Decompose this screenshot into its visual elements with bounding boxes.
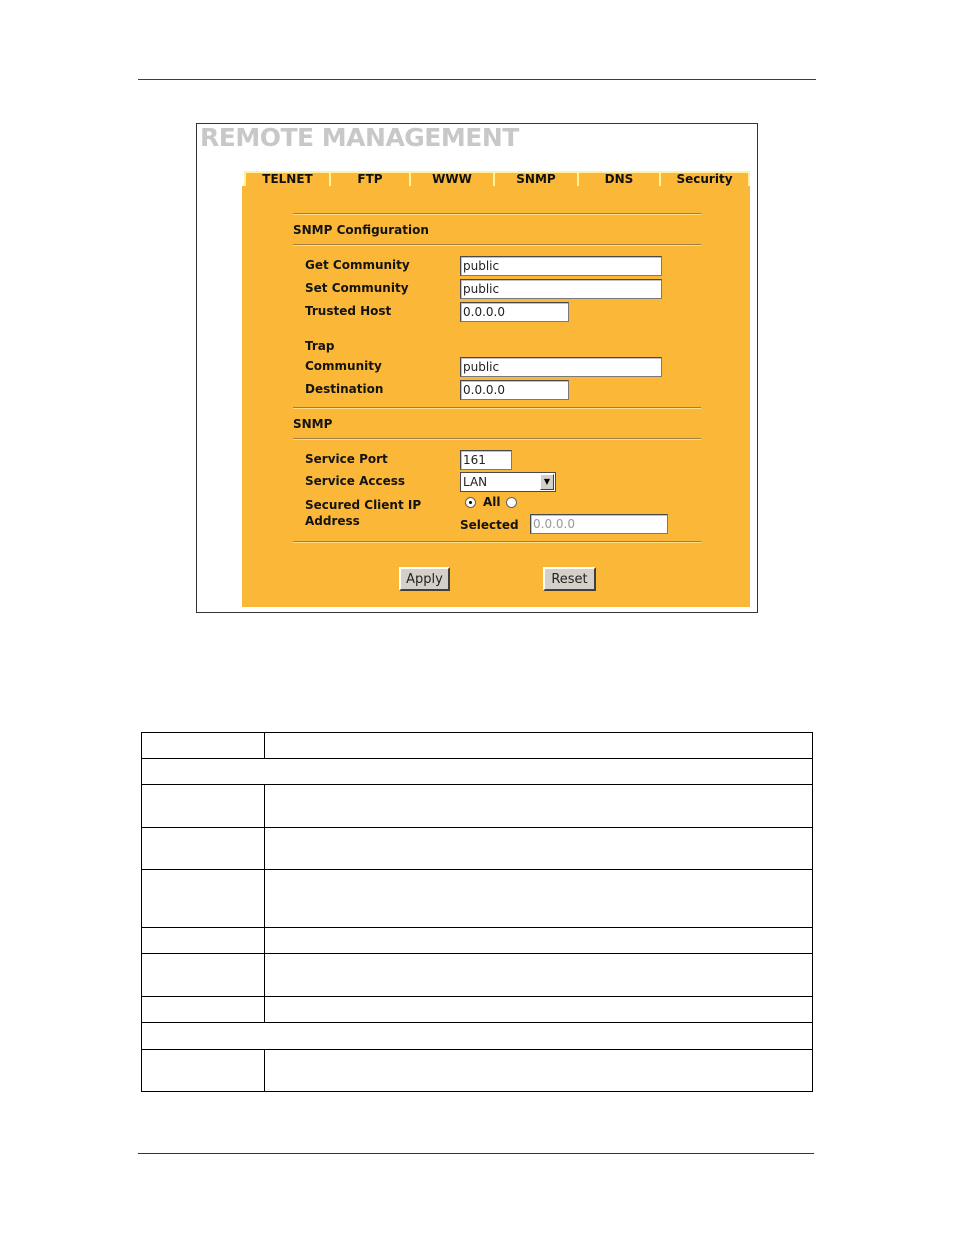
- reset-button[interactable]: Reset: [543, 567, 596, 591]
- all-radio[interactable]: [465, 497, 476, 508]
- page-title: REMOTE MANAGEMENT: [200, 123, 519, 152]
- tab-dns[interactable]: DNS: [579, 171, 661, 187]
- all-label: All: [483, 495, 501, 509]
- secured-client-ip-label: Secured Client IP: [305, 498, 422, 512]
- footer-rule: [138, 1153, 814, 1154]
- tab-security[interactable]: Security: [661, 171, 750, 187]
- set-community-label: Set Community: [305, 281, 409, 295]
- tab-bar: [244, 171, 750, 187]
- trap-community-input[interactable]: public: [460, 357, 662, 377]
- table-row: [142, 954, 813, 997]
- divider: [293, 213, 701, 215]
- selected-radio[interactable]: [506, 497, 517, 508]
- table-row: [142, 759, 813, 785]
- tab-www[interactable]: WWW: [411, 171, 495, 187]
- service-access-label: Service Access: [305, 474, 406, 488]
- table-row: [142, 828, 813, 870]
- tab-snmp[interactable]: SNMP: [495, 171, 579, 187]
- trap-destination-label: Destination: [305, 382, 384, 396]
- table-row: [142, 733, 813, 759]
- service-access-value: LAN: [463, 475, 488, 489]
- table-row: [142, 928, 813, 954]
- snmp-heading: SNMP: [293, 417, 333, 431]
- selected-ip-input[interactable]: 0.0.0.0: [530, 514, 668, 534]
- table-row: [142, 1023, 813, 1050]
- service-port-input[interactable]: 161: [460, 450, 512, 470]
- trap-community-label: Community: [305, 359, 382, 373]
- tab-telnet[interactable]: TELNET: [244, 171, 331, 187]
- apply-button[interactable]: Apply: [399, 567, 450, 591]
- remote-management-screenshot: [196, 123, 758, 613]
- table-row: [142, 785, 813, 828]
- set-community-input[interactable]: public: [460, 279, 662, 299]
- get-community-label: Get Community: [305, 258, 410, 272]
- description-table: [141, 732, 813, 1092]
- service-port-label: Service Port: [305, 452, 388, 466]
- divider: [293, 438, 701, 440]
- table-row: [142, 870, 813, 928]
- table-row: [142, 1050, 813, 1092]
- trusted-host-label: Trusted Host: [305, 304, 392, 318]
- tab-ftp[interactable]: FTP: [331, 171, 411, 187]
- divider: [293, 541, 701, 543]
- chevron-down-icon[interactable]: ▼: [540, 474, 554, 490]
- service-access-select[interactable]: [460, 472, 556, 492]
- header-rule: [138, 79, 816, 80]
- snmp-configuration-heading: SNMP Configuration: [293, 223, 429, 237]
- table-row: [142, 997, 813, 1023]
- trap-destination-input[interactable]: 0.0.0.0: [460, 380, 569, 400]
- divider: [293, 244, 701, 246]
- trap-label: Trap: [305, 339, 335, 353]
- secured-client-ip-label-address: Address: [305, 514, 360, 528]
- trusted-host-input[interactable]: 0.0.0.0: [460, 302, 569, 322]
- selected-label: Selected: [460, 518, 519, 532]
- divider: [293, 407, 701, 409]
- snmp-panel: [242, 186, 750, 607]
- get-community-input[interactable]: public: [460, 256, 662, 276]
